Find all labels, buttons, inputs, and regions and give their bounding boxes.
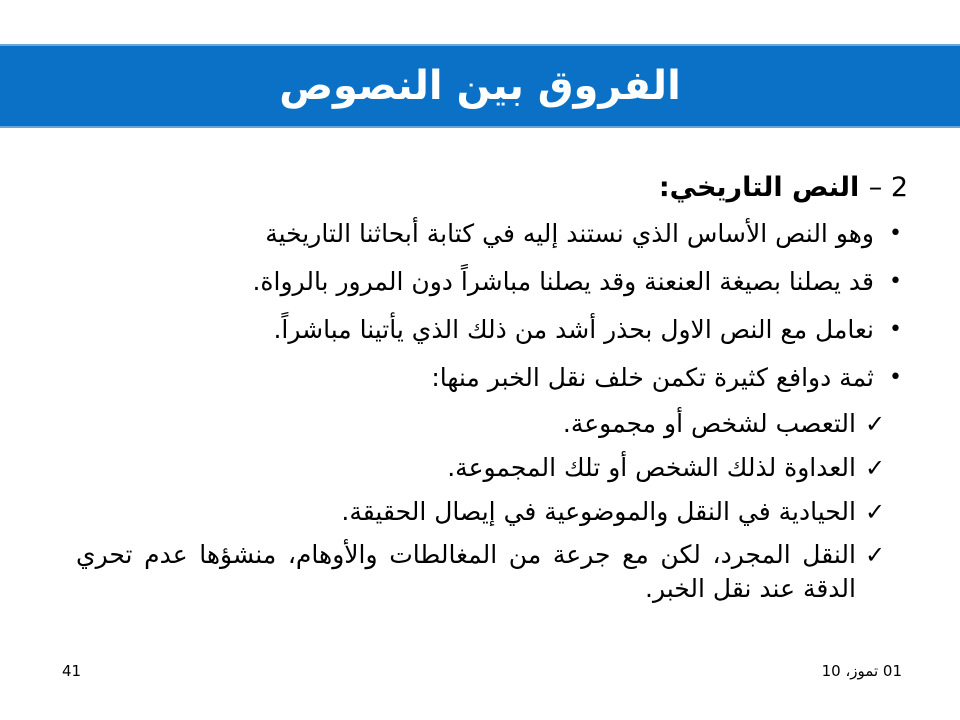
- slide-content: [48, 166, 908, 606]
- checkmark-icon: ✓: [864, 498, 886, 526]
- bullet-icon: •: [889, 269, 902, 294]
- bullet-text: قد يصلنا بصيغة العنعنة وقد يصلنا مباشراً دون المرور بالرواة.: [252, 267, 874, 296]
- section-heading-text: النص التاريخي:: [658, 172, 860, 203]
- bullet-item: [48, 306, 908, 354]
- bullet-text: ثمة دوافع كثيرة تكمن خلف نقل الخبر منها:: [431, 363, 874, 392]
- footer-date: 01 تموز، 10: [821, 662, 902, 680]
- bullet-icon: •: [889, 221, 902, 246]
- check-item: [48, 490, 908, 534]
- bullet-item: [48, 354, 908, 402]
- bullet-icon: •: [889, 317, 902, 342]
- check-list: [48, 402, 908, 606]
- bullet-item: [48, 210, 908, 258]
- page-number: 41: [62, 662, 82, 680]
- bullet-item: [48, 258, 908, 306]
- check-text: العداوة لذلك الشخص أو تلك المجموعة.: [447, 453, 856, 482]
- check-item: [48, 402, 908, 446]
- checkmark-icon: ✓: [864, 541, 886, 569]
- bullet-icon: •: [889, 365, 902, 390]
- bullet-text: وهو النص الأساس الذي نستند إليه في كتابة أبحاثنا التاريخية: [265, 219, 874, 248]
- check-item: [48, 534, 908, 606]
- checkmark-icon: ✓: [864, 410, 886, 438]
- checkmark-icon: ✓: [864, 454, 886, 482]
- title-band: [0, 44, 960, 128]
- section-number: 2 –: [868, 172, 908, 203]
- check-item: [48, 446, 908, 490]
- check-text: التعصب لشخص أو مجموعة.: [562, 409, 856, 438]
- bullet-list: [48, 210, 908, 402]
- check-text: النقل المجرد، لكن مع جرعة من المغالطات والأوهام، منشؤها عدم تحري الدقة عند نقل الخبر.: [76, 540, 856, 603]
- check-text: الحيادية في النقل والموضوعية في إيصال الحقيقة.: [341, 497, 856, 526]
- bullet-text: نعامل مع النص الاول بحذر أشد من ذلك الذي يأتينا مباشراً.: [273, 315, 874, 344]
- slide-title: الفروق بين النصوص: [279, 63, 681, 109]
- section-heading: [48, 166, 908, 210]
